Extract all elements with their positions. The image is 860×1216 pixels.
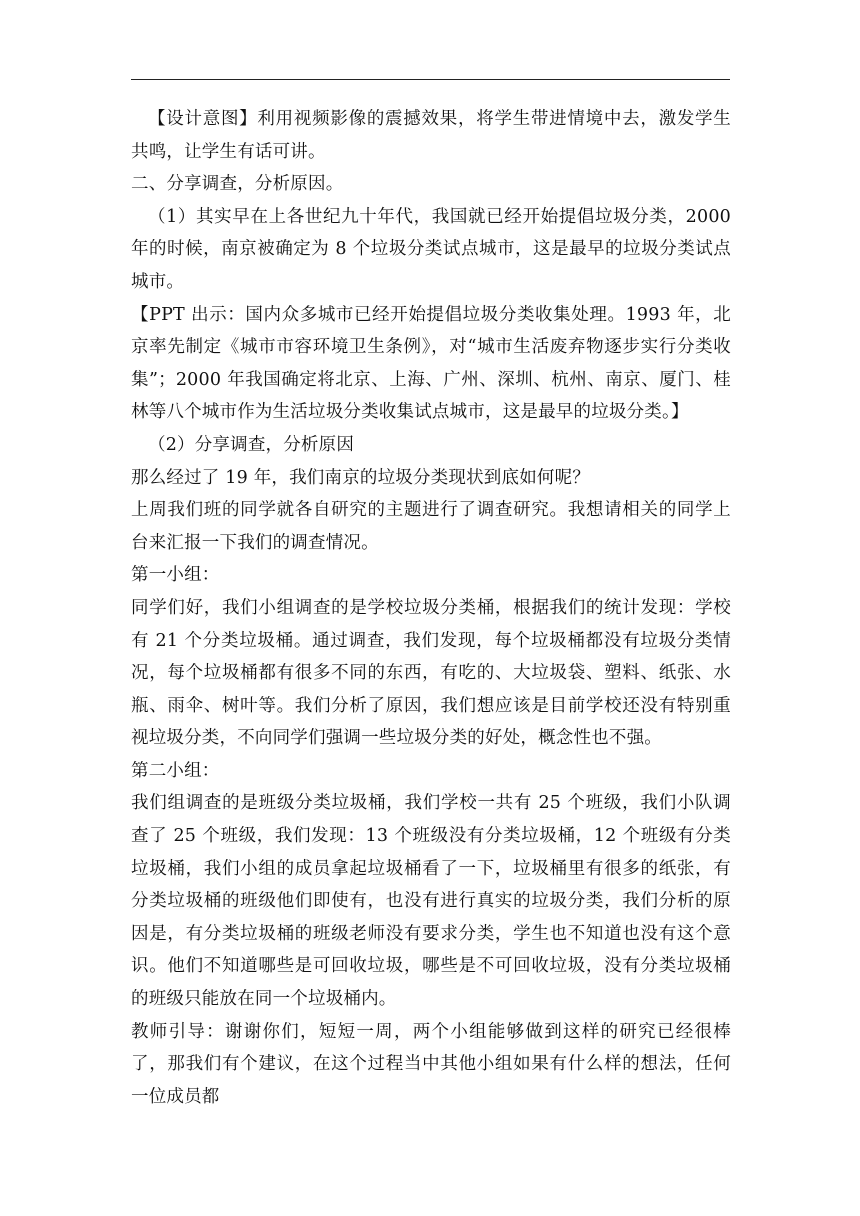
section-heading: 二、分享调查，分析原因。 [131,174,344,195]
design-intent-paragraph: 【设计意图】利用视频影像的震撼效果，将学生带进情境中去，激发学生共鸣，让学生有话可讲。 [131,109,731,162]
paragraph-item-1: （1）其实早在上各世纪九十年代，我国就已经开始提倡垃圾分类，2000 年的时候，南京被确定为 8 个垃圾分类试点城市，这是最早的垃圾分类试点城市。 [131,206,731,292]
question-paragraph: 那么经过了 19 年，我们南京的垃圾分类现状到底如何呢？ [131,467,590,488]
group-two-label: 第二小组： [131,760,220,781]
teacher-guidance-paragraph: 教师引导：谢谢你们，短短一周，两个小组能够做到这样的研究已经很棒了，那我们有个建议，在这个过程当中其他小组如果有什么样的想法，任何一位成员都 [131,1021,731,1107]
intro-paragraph: 上周我们班的同学就各自研究的主题进行了调查研究。我想请相关的同学上台来汇报一下我们的调查情况。 [131,500,731,553]
group-two-report: 我们组调查的是班级分类垃圾桶，我们学校一共有 25 个班级，我们小队调查了 25 个班级，我们发现：13 个班级没有分类垃圾桶，12 个班级有分类垃圾桶，我们小组的成员拿起垃圾桶看了一下，垃圾桶里有很多的纸张，有分类垃圾桶的班级他们即使有，也没有进行真实的垃圾分类，我们分析的原因是，有分类垃圾桶的班级老师没有要求分类，学生也不知道也没有这个意识。他们不知道哪些是可回收垃圾，哪些是不可回收垃圾，没有分类垃圾桶的班级只能放在同一个垃圾桶内。 [131,793,731,1010]
header-rule [131,79,730,80]
paragraph-item-2: （2）分享调查，分析原因 [148,434,355,455]
group-one-report: 同学们好，我们小组调查的是学校垃圾分类桶，根据我们的统计发现：学校有 21 个分类垃圾桶。通过调查，我们发现，每个垃圾桶都没有垃圾分类情况，每个垃圾桶都有很多不同的东西，有吃的、大垃圾袋、塑料、纸张、水瓶、雨伞、树叶等。我们分析了原因，我们想应该是目前学校还没有特别重视垃圾分类，不向同学们强调一些垃圾分类的好处，概念性也不强。 [131,597,731,749]
ppt-note-paragraph: 【PPT 出示：国内众多城市已经开始提倡垃圾分类收集处理。1993 年，北京率先制定《城市市容环境卫生条例》，对“城市生活废弃物逐步实行分类收集”；2000 年我国确定将北京、上海、广州、深圳、杭州、南京、厦门、桂林等八个城市作为生活垃圾分类收集试点城市，这是最早的垃圾分类。】 [131,304,731,423]
document-body [131,103,731,1113]
group-one-label: 第一小组： [131,565,220,586]
